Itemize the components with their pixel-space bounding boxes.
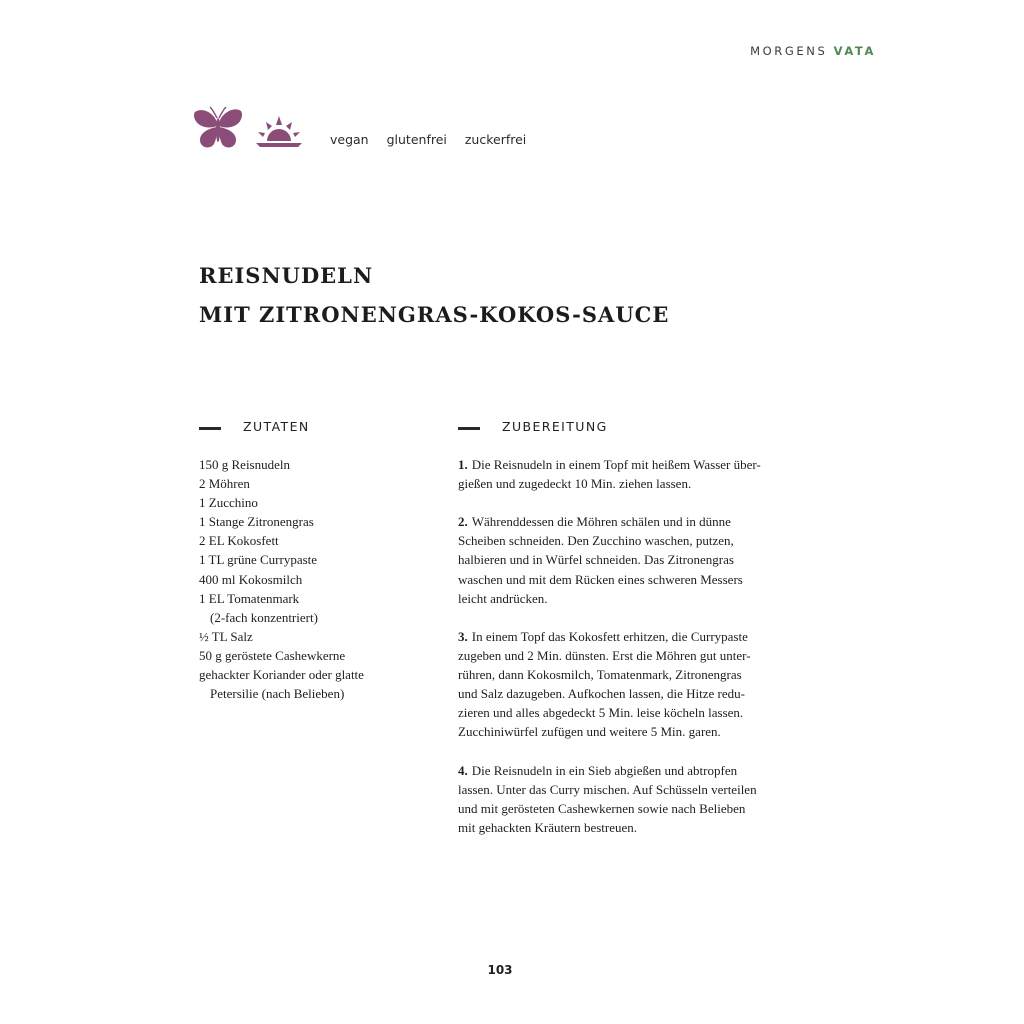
- step-line: lassen. Unter das Curry mischen. Auf Schüsseln verteilen: [458, 781, 757, 797]
- header-accent: VATA: [833, 44, 876, 58]
- recipe-title: [199, 256, 669, 334]
- step-line: mit gehackten Kräutern bestreuen.: [458, 819, 638, 835]
- step-text: In einem Topf das Kokosfett erhitzen, die Currypaste: [471, 628, 748, 644]
- ingredients-heading-label: ZUTATEN: [243, 419, 310, 434]
- ingredient-item: 2 EL Kokosfett: [199, 533, 279, 549]
- tag-zuckerfrei: zuckerfrei: [464, 132, 527, 147]
- ingredient-item: 1 TL grüne Currypaste: [199, 552, 318, 568]
- step-line: [458, 512, 798, 531]
- ingredient-item: 1 Stange Zitronengras: [199, 514, 314, 530]
- step-text: Die Reisnudeln in einem Topf mit heißem Wasser über-: [471, 457, 761, 472]
- tag-glutenfrei: glutenfrei: [386, 132, 447, 147]
- step-3: [458, 627, 798, 742]
- step-line: zieren und alles abgedeckt 5 Min. leise köcheln lassen.: [458, 705, 744, 721]
- title-line-1: REISNUDELN: [199, 263, 374, 288]
- step-line: leicht andrücken.: [458, 590, 548, 606]
- ingredient-item-continuation: (2-fach konzentriert): [210, 609, 318, 625]
- ingredient-item: 150 g Reisnudeln: [199, 457, 290, 472]
- step-line: und mit gerösteten Cashewkernen sowie nach Belieben: [458, 800, 746, 816]
- step-number: 3.: [458, 628, 468, 644]
- step-line: rühren, dann Kokosmilch, Tomatenmark, Zitronengras: [458, 667, 742, 683]
- title-line-2: MIT ZITRONENGRAS-KOKOS-SAUCE: [199, 302, 670, 327]
- step-line: Zucchiniwürfel zufügen und weitere 5 Min. garen.: [458, 724, 721, 740]
- preparation-heading: [458, 419, 608, 434]
- step-line: zugeben und 2 Min. dünsten. Erst die Möhren gut unter-: [458, 647, 751, 663]
- step-number: 4.: [458, 762, 468, 778]
- ingredient-item: gehackter Koriander oder glatte: [199, 667, 364, 683]
- step-line: Scheiben schneiden. Den Zucchino waschen, putzen,: [458, 533, 734, 549]
- step-4: [458, 761, 798, 837]
- step-line: halbieren und in Würfel schneiden. Das Zitronengras: [458, 552, 734, 568]
- step-line: [458, 627, 798, 646]
- step-line: [458, 455, 798, 474]
- preparation-heading-label: ZUBEREITUNG: [502, 419, 608, 434]
- ingredient-item: 1 EL Tomatenmark: [199, 590, 300, 606]
- step-text: Die Reisnudeln in ein Sieb abgießen und abtropfen: [471, 762, 738, 778]
- step-line: und Salz dazugeben. Aufkochen lassen, die Hitze redu-: [458, 686, 745, 702]
- butterfly-icon: [192, 104, 244, 152]
- tag-vegan: vegan: [330, 132, 369, 147]
- heading-rule: [458, 427, 480, 430]
- step-text: Währenddessen die Möhren schälen und in dünne: [471, 514, 731, 530]
- ingredient-item: 2 Möhren: [199, 476, 250, 492]
- ingredients-heading: [199, 419, 310, 434]
- ingredient-item: 50 g geröstete Cashewkerne: [199, 647, 346, 663]
- step-number: 1.: [458, 457, 468, 472]
- heading-rule: [199, 427, 221, 430]
- sun-rise-icon: [254, 114, 304, 148]
- step-1: [458, 455, 798, 493]
- diet-tags: [330, 132, 540, 147]
- step-2: [458, 512, 798, 607]
- page-number: 103: [487, 963, 513, 977]
- ingredients-list: [199, 455, 364, 703]
- ingredient-item: 1 Zucchino: [199, 495, 258, 511]
- ingredient-item-continuation: Petersilie (nach Belieben): [210, 686, 345, 702]
- header-prefix: MORGENS: [750, 44, 828, 58]
- ingredient-item: ½ TL Salz: [199, 628, 253, 644]
- preparation-steps: [458, 455, 798, 856]
- step-line: gießen und zugedeckt 10 Min. ziehen lassen.: [458, 476, 692, 492]
- running-header: [750, 44, 876, 58]
- step-number: 2.: [458, 514, 468, 530]
- step-line: [458, 761, 798, 780]
- ingredient-item: 400 ml Kokosmilch: [199, 571, 303, 587]
- step-line: waschen und mit dem Rücken eines schweren Messers: [458, 571, 743, 587]
